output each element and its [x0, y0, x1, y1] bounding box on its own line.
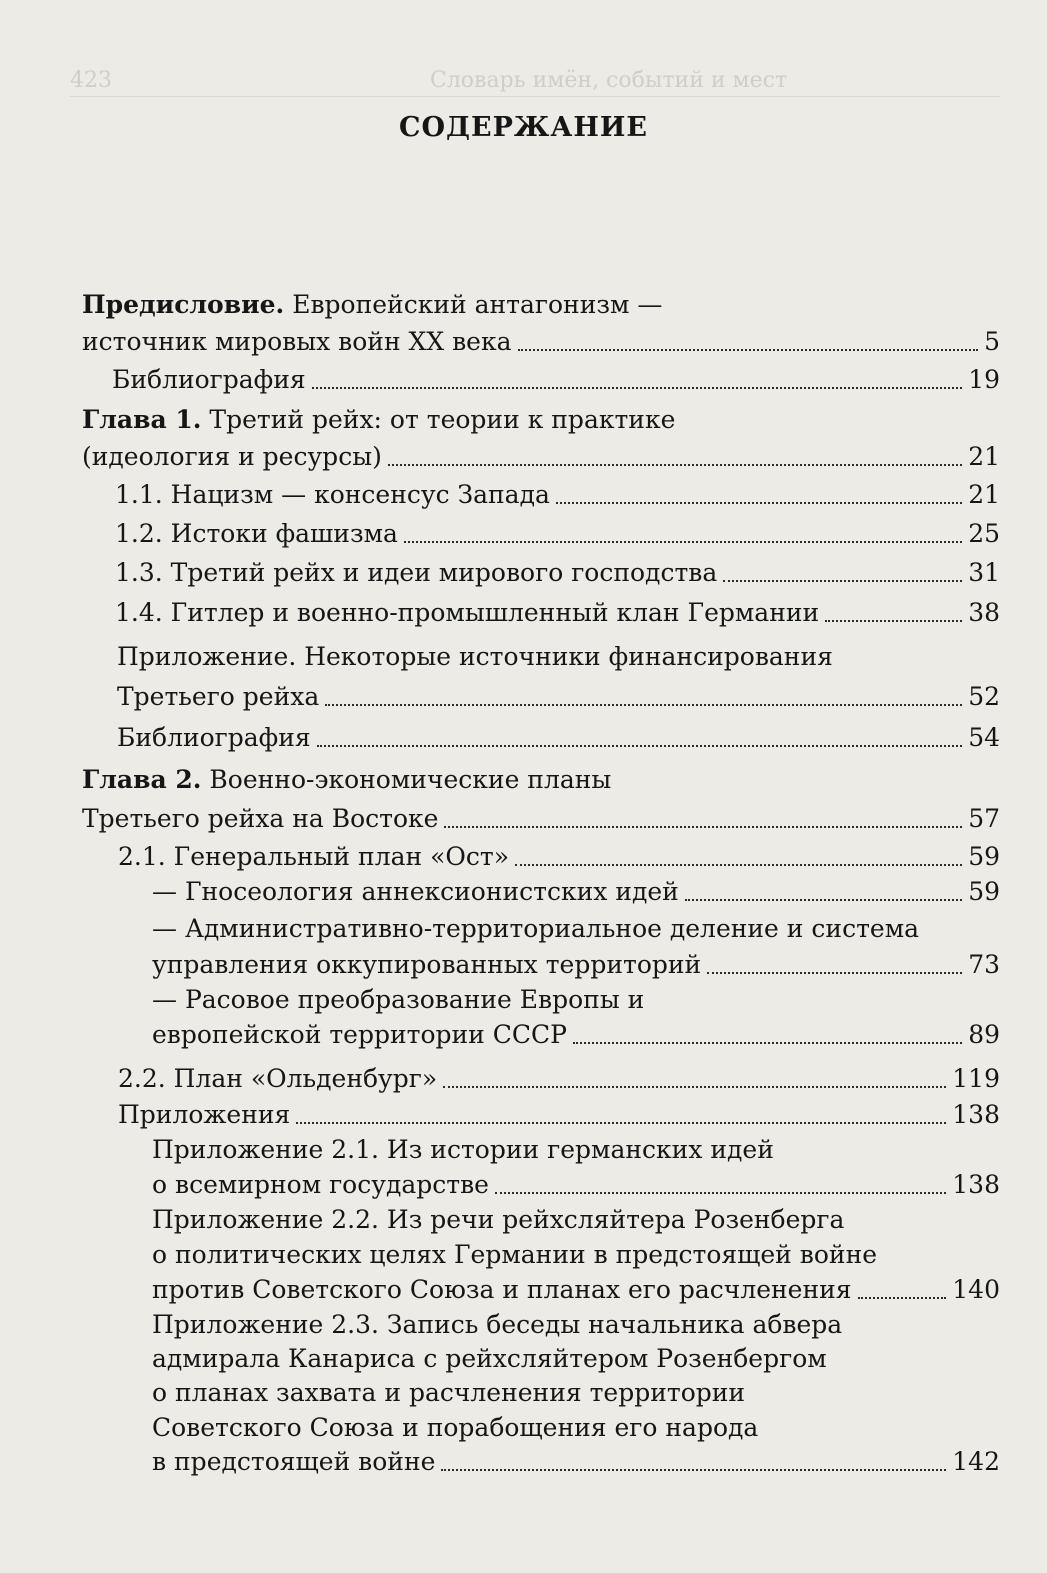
- toc-entry-text: Приложение 2.1. Из истории германских идей: [152, 1135, 774, 1164]
- toc-entry-text: о планах захвата и расчленения территории: [152, 1378, 746, 1407]
- toc-entry-text: 1.3. Третий рейх и идеи мирового господства: [115, 558, 718, 587]
- header-running-title: Словарь имён, событий и мест: [430, 68, 788, 93]
- toc-entry-title: [152, 1411, 758, 1445]
- toc-entry-text: Приложение 2.3. Запись беседы начальника абвера: [152, 1310, 843, 1339]
- toc-entry-text: 1.1. Нацизм — консенсус Запада: [115, 480, 550, 509]
- toc-entry: [82, 440, 1000, 474]
- dot-leader: [444, 826, 962, 828]
- toc-entry: [82, 763, 1000, 797]
- toc-entry-title: [118, 840, 509, 874]
- toc-entry: [82, 403, 1000, 437]
- toc-entry: [152, 1445, 1000, 1479]
- toc-entry-title: [152, 1133, 774, 1167]
- toc-page-number: 21: [968, 480, 1000, 509]
- toc-entry-title: [152, 1376, 745, 1410]
- toc-page-number: 140: [952, 1275, 1000, 1304]
- toc-entry-label: Глава 2.: [82, 765, 202, 794]
- toc-page-number: 57: [968, 804, 1000, 833]
- toc-page-number: 5: [984, 327, 1000, 356]
- toc-entry: [152, 1342, 1000, 1376]
- toc-entry-title: [152, 983, 644, 1017]
- dot-leader: [404, 541, 962, 543]
- toc-entry-title: [82, 802, 438, 836]
- toc-entry-text: Третьего рейха: [117, 682, 320, 711]
- toc-entry: [152, 1203, 1000, 1237]
- toc-entry: [112, 363, 1000, 397]
- dot-leader: [515, 864, 962, 866]
- toc-entry: [82, 802, 1000, 836]
- dot-leader: [443, 1086, 946, 1088]
- toc-entry-title: [152, 875, 679, 909]
- toc-entry-text: — Расовое преобразование Европы и: [152, 985, 645, 1014]
- toc-entry: [118, 1062, 1000, 1096]
- toc-entry-title: [152, 1018, 567, 1052]
- toc-entry-text: против Советского Союза и планах его расчленения: [152, 1275, 852, 1304]
- dot-leader: [858, 1297, 947, 1299]
- toc-entry-title: [117, 721, 311, 755]
- dot-leader: [325, 704, 962, 706]
- toc-entry: [152, 875, 1000, 909]
- toc-entry-text: Европейский антагонизм —: [284, 290, 663, 319]
- toc-entry: [115, 478, 1000, 512]
- toc-entry-label: Предисловие.: [82, 290, 285, 319]
- toc-entry-text: Третьего рейха на Востоке: [82, 804, 439, 833]
- toc-entry-title: [115, 478, 550, 512]
- toc-entry: [117, 680, 1000, 714]
- toc-page-number: 138: [952, 1170, 1000, 1199]
- toc-page-number: 25: [968, 519, 1000, 548]
- dot-leader: [296, 1122, 946, 1124]
- toc-entry: [152, 1238, 1000, 1272]
- toc-entry-text: европейской территории СССР: [152, 1020, 567, 1049]
- toc-entry-title: [152, 1203, 844, 1237]
- toc-page-number: 142: [952, 1447, 1000, 1476]
- toc-page-number: 38: [968, 598, 1000, 627]
- toc-page-number: 59: [968, 877, 1000, 906]
- toc-entry: [152, 983, 1000, 1017]
- dot-leader: [707, 972, 962, 974]
- toc-entry-text: 1.2. Истоки фашизма: [115, 519, 398, 548]
- toc-entry-title: [152, 1273, 852, 1307]
- toc-entry: [152, 1411, 1000, 1445]
- dot-leader: [312, 387, 962, 389]
- toc-entry-text: (идеология и ресурсы): [82, 442, 382, 471]
- dot-leader: [825, 620, 962, 622]
- toc-entry-title: [152, 948, 701, 982]
- toc-entry-text: 2.1. Генеральный план «Ост»: [118, 842, 510, 871]
- dot-leader: [723, 580, 962, 582]
- toc-page-number: 138: [952, 1100, 1000, 1129]
- toc-entry-text: в предстоящей войне: [152, 1447, 436, 1476]
- toc-entry-title: [115, 556, 717, 590]
- toc-entry-title: [152, 1342, 827, 1376]
- toc-entry-title: [152, 1445, 435, 1479]
- toc-entry-title: [115, 596, 819, 630]
- toc-page-number: 19: [968, 365, 1000, 394]
- toc-entry: [152, 1376, 1000, 1410]
- toc-entry-text: Библиография: [117, 723, 311, 752]
- toc-entry: [152, 1308, 1000, 1342]
- toc-entry-text: Приложения: [118, 1100, 291, 1129]
- dot-leader: [556, 502, 962, 504]
- toc-page-number: 31: [968, 558, 1000, 587]
- toc-entry-text: о всемирном государстве: [152, 1170, 489, 1199]
- dot-leader: [495, 1192, 946, 1194]
- toc-entry-title: [112, 363, 306, 397]
- toc-entry-title: [152, 1168, 489, 1202]
- dot-leader: [441, 1469, 946, 1471]
- toc-entry-title: [82, 325, 512, 359]
- toc-entry-title: [82, 288, 662, 322]
- toc-entry: [82, 288, 1000, 322]
- toc-entry-text: — Административно-территориальное деление и система: [152, 914, 920, 943]
- dot-leader: [518, 349, 979, 351]
- toc-entry-title: [152, 912, 919, 946]
- dot-leader: [388, 464, 962, 466]
- toc-entry: [152, 1168, 1000, 1202]
- toc-entry-text: 1.4. Гитлер и военно-промышленный клан Германии: [115, 598, 820, 627]
- toc-page-number: 89: [968, 1020, 1000, 1049]
- toc-entry-text: Советского Союза и порабощения его народа: [152, 1413, 759, 1442]
- toc-entry-text: — Гносеология аннексионистских идей: [152, 877, 679, 906]
- toc-entry-title: [152, 1308, 842, 1342]
- toc-entry-title: [118, 1098, 290, 1132]
- toc-entry: [115, 556, 1000, 590]
- toc-page-number: 54: [968, 723, 1000, 752]
- toc-entry-title: [152, 1238, 877, 1272]
- toc-page-number: 52: [968, 682, 1000, 711]
- dot-leader: [685, 899, 962, 901]
- toc-page-number: 73: [968, 950, 1000, 979]
- toc-entry-text: Приложение. Некоторые источники финансирования: [117, 642, 833, 671]
- toc-entry-text: 2.2. План «Ольденбург»: [118, 1064, 438, 1093]
- toc-entry: [115, 596, 1000, 630]
- toc-entry: [152, 1273, 1000, 1307]
- toc-entry-title: [117, 680, 319, 714]
- toc-entry: [152, 1018, 1000, 1052]
- toc-entry: [117, 721, 1000, 755]
- dot-leader: [573, 1042, 962, 1044]
- header-page-number: 423: [70, 68, 112, 93]
- toc-page-number: 21: [968, 442, 1000, 471]
- toc-entry: [152, 948, 1000, 982]
- toc-entry-label: Глава 1.: [82, 405, 202, 434]
- toc-entry-title: [118, 1062, 437, 1096]
- toc-entry-text: о политических целях Германии в предстоящей войне: [152, 1240, 878, 1269]
- toc-entry-text: управления оккупированных территорий: [152, 950, 702, 979]
- toc-entry: [117, 640, 1000, 674]
- toc-entry-title: [82, 440, 382, 474]
- toc-entry-title: [115, 517, 398, 551]
- page-title: СОДЕРЖАНИЕ: [399, 112, 648, 143]
- toc-entry: [118, 1098, 1000, 1132]
- toc-entry-text: источник мировых войн XX века: [82, 327, 512, 356]
- toc-entry: [152, 912, 1000, 946]
- toc-entry-text: Военно-экономические планы: [201, 765, 612, 794]
- toc-entry: [115, 517, 1000, 551]
- toc-entry-text: Третий рейх: от теории к практике: [201, 405, 676, 434]
- toc-entry-title: [82, 763, 611, 797]
- toc-entry-title: [117, 640, 833, 674]
- dot-leader: [317, 745, 962, 747]
- toc-page-number: 59: [968, 842, 1000, 871]
- toc-entry: [118, 840, 1000, 874]
- toc-entry-text: Библиография: [112, 365, 306, 394]
- toc-entry-title: [82, 403, 675, 437]
- toc-entry: [82, 325, 1000, 359]
- show-through-header: [70, 68, 1000, 97]
- toc-entry: [152, 1133, 1000, 1167]
- toc-entry-text: Приложение 2.2. Из речи рейхсляйтера Розенберга: [152, 1205, 845, 1234]
- toc-entry-text: адмирала Канариса с рейхсляйтером Розенбергом: [152, 1344, 827, 1373]
- toc-page-number: 119: [952, 1064, 1000, 1093]
